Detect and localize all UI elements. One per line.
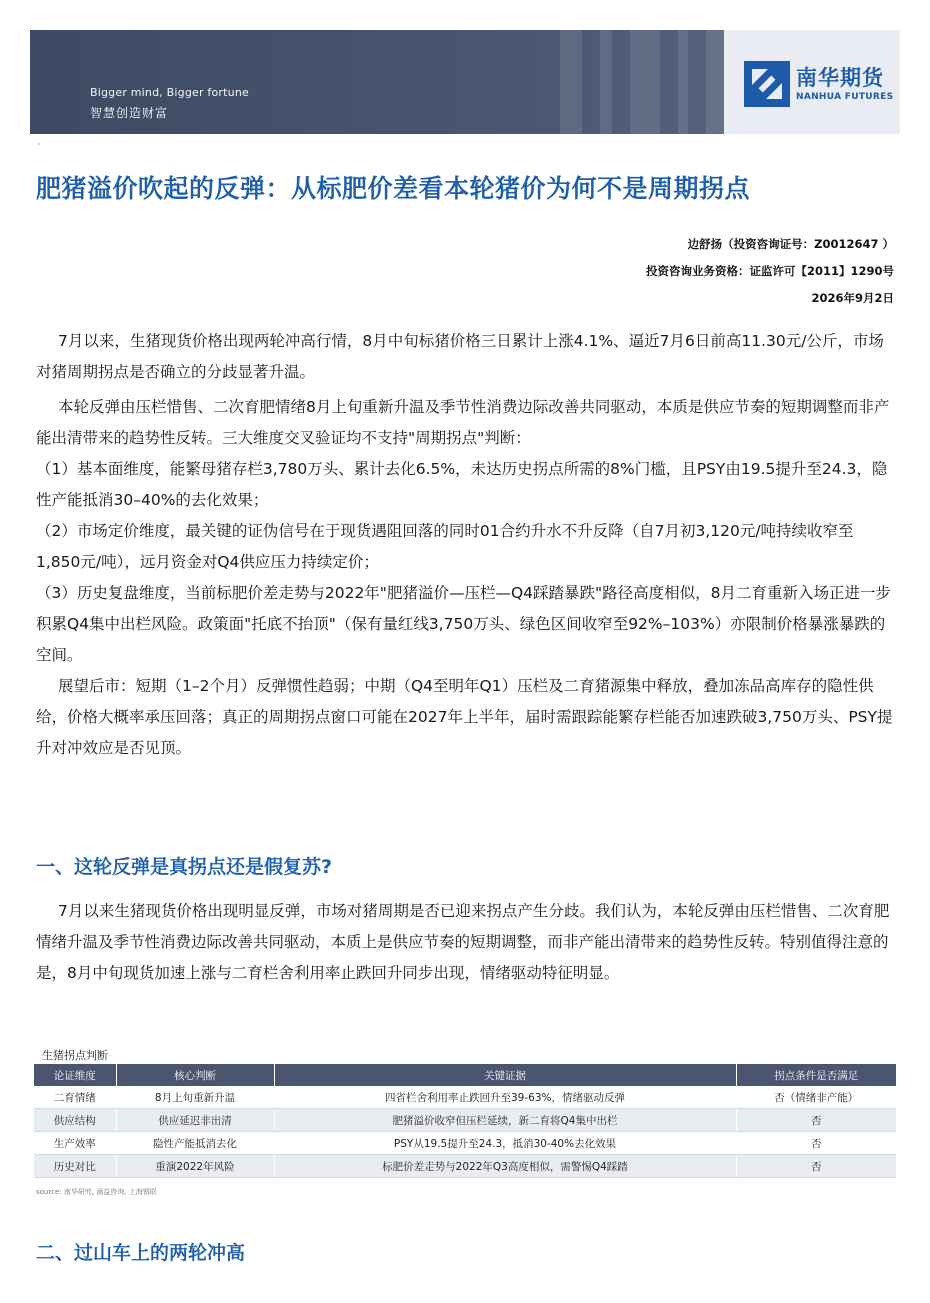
column-header: 论证维度 (34, 1064, 116, 1086)
summary-point: （3）历史复盘维度，当前标肥价差走势与2022年"肥猪溢价—压栏—Q4踩踏暴跌"路径高度相似，8月二育重新入场正进一步积累Q4集中出栏风险。政策面"托底不抬顶"（保有量红线3,750万头、绿色区间收窄至92%–103%）亦限制价格暴涨暴跌的空间。 (36, 584, 891, 664)
judgment-table (34, 1064, 896, 1178)
logo-english-name: NANHUA FUTURES (796, 92, 894, 102)
summary-paragraph: 本轮反弹由压栏惜售、二次育肥情绪8月上旬重新升温及季节性消费边际改善共同驱动，本质是供应节奏的短期调整而非产能出清带来的趋势性反转。三大维度交叉验证均不支持"周期拐点"判断： (36, 398, 890, 447)
banner-slogan (90, 86, 249, 121)
table-cell: 标肥价差走势与2022年Q3高度相似，需警惕Q4踩踏 (274, 1155, 736, 1178)
table-cell: 历史对比 (34, 1155, 116, 1178)
summary-point: （2）市场定价维度，最关键的证伪信号在于现货遇阻回落的同时01合约升水不升反降（自7月初3,120元/吨持续收窄至1,850元/吨），远月资金对Q4供应压力持续定价； (36, 522, 854, 571)
table-cell: 肥猪溢价收窄但压栏延续，新二育将Q4集中出栏 (274, 1109, 736, 1132)
table-row (34, 1132, 896, 1155)
table-row (34, 1155, 896, 1178)
page-marker: · (38, 140, 41, 149)
table-cell: 否 (736, 1109, 896, 1132)
slogan-chinese: 智慧创造财富 (90, 106, 169, 120)
table-cell: 二育情绪 (34, 1086, 116, 1109)
section-heading: 一、这轮反弹是真拐点还是假复苏? (36, 856, 333, 878)
license-line: 投资咨询业务资格：证监许可【2011】1290号 (645, 264, 894, 278)
summary-point: （1）基本面维度，能繁母猪存栏3,780万头、累计去化6.5%，未达历史拐点所需的8%门槛，且PSY由19.5提升至24.3，隐性产能抵消30–40%的去化效果； (36, 460, 888, 509)
table-cell: 供应结构 (34, 1109, 116, 1132)
table-cell: 隐性产能抵消去化 (116, 1132, 274, 1155)
table-cell: 8月上旬重新升温 (116, 1086, 274, 1109)
table-cell: 重演2022年风险 (116, 1155, 274, 1178)
slogan-english: Bigger mind, Bigger fortune (90, 86, 249, 99)
table-caption: 生猪拐点判断 (42, 1049, 108, 1062)
header-banner (30, 30, 900, 134)
section-paragraph: 7月以来生猪现货价格出现明显反弹，市场对猪周期是否已迎来拐点产生分歧。我们认为，本轮反弹由压栏惜售、二次育肥情绪升温及季节性消费边际改善共同驱动，本质上是供应节奏的短期调整，而非产能出清带来的趋势性反转。特别值得注意的是，8月中旬现货加速上涨与二育栏舍利用率止跌回升同步出现，情绪驱动特征明显。 (36, 902, 890, 982)
author-line: 边舒扬（投资咨询证号：Z0012647 ） (687, 237, 894, 251)
table-cell: 生产效率 (34, 1132, 116, 1155)
report-title: 肥猪溢价吹起的反弹：从标肥价差看本轮猪价为何不是周期拐点 (36, 174, 751, 203)
logo-chinese-name: 南华期货 (796, 66, 884, 90)
table-cell: 否（情绪非产能） (736, 1086, 896, 1109)
report-date: 2026年9月2日 (811, 291, 894, 305)
column-header: 拐点条件是否满足 (736, 1064, 896, 1086)
summary-paragraph: 7月以来，生猪现货价格出现两轮冲高行情，8月中旬标猪价格三日累计上涨4.1%、逼近7月6日前高11.30元/公斤，市场对猪周期拐点是否确立的分歧显著升温。 (36, 332, 884, 381)
section-body (36, 896, 896, 989)
summary-paragraph: 展望后市：短期（1–2个月）反弹惯性趋弱；中期（Q4至明年Q1）压栏及二育猪源集中释放，叠加冻品高库存的隐性供给，价格大概率承压回落；真正的周期拐点窗口可能在2027年上半年，届时需跟踪能繁存栏能否加速跌破3,750万头、PSY提升对冲效应是否见顶。 (36, 677, 893, 757)
table-row (34, 1086, 896, 1109)
company-logo (724, 30, 900, 134)
column-header: 核心判断 (116, 1064, 274, 1086)
nanhua-logo-icon (744, 61, 790, 107)
summary-section (36, 326, 896, 764)
table-cell: 四省栏舍利用率止跌回升至39-63%，情绪驱动反弹 (274, 1086, 736, 1109)
table-header-row (34, 1064, 896, 1086)
table-cell: 否 (736, 1132, 896, 1155)
column-header: 关键证据 (274, 1064, 736, 1086)
section-heading: 二、过山车上的两轮冲高 (36, 1242, 246, 1264)
table-source: source: 南华研究, 涌益咨询, 上海钢联 (36, 1188, 157, 1196)
table-row (34, 1109, 896, 1132)
table-cell: 否 (736, 1155, 896, 1178)
table-cell: PSY从19.5提升至24.3，抵消30-40%去化效果 (274, 1132, 736, 1155)
table-cell: 供应延迟非出清 (116, 1109, 274, 1132)
